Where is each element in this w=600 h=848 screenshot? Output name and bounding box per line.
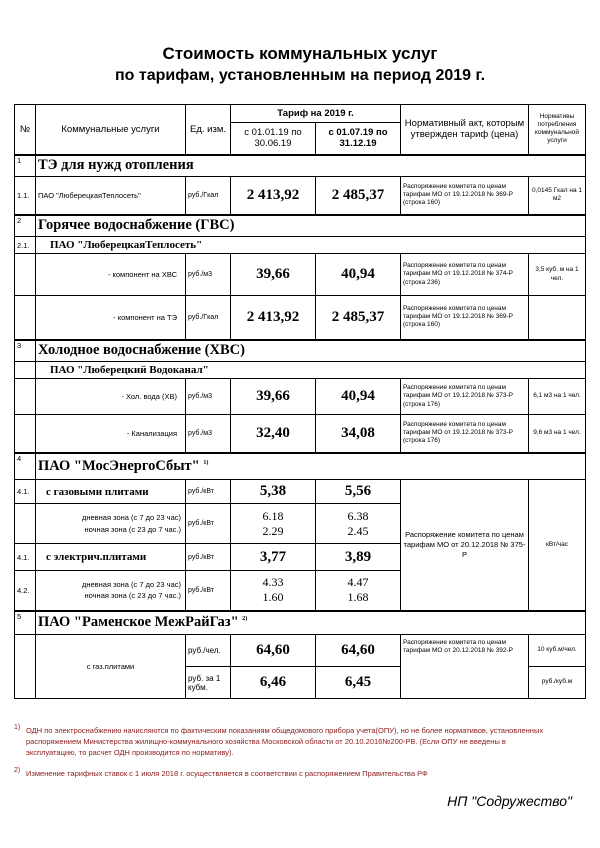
header-unit: Ед. изм. (186, 105, 231, 155)
day-value: 4.33 (262, 575, 284, 590)
service-name: с электрич.плитами (36, 544, 186, 571)
night-value: 2.45 (347, 523, 369, 538)
header-norm: Нормативы потребления коммунальной услуги (529, 105, 586, 155)
unit-cell: руб./кВт (186, 504, 231, 544)
service-name: - компонент на ТЭ (36, 296, 186, 340)
night-value: 1.68 (347, 590, 369, 605)
legal-act: Распоряжение комитета по ценам тарифам МО от 19.12.2018 № 369-Р (строка 160) (401, 177, 529, 215)
tariff-period2 (316, 504, 401, 544)
row-num: 2.1. (15, 237, 36, 254)
day-zone: дневная зона (с 7 до 23 час) (81, 512, 181, 522)
tariff-period2: 40,94 (316, 254, 401, 296)
section-num: 5 (15, 611, 36, 635)
table-row (15, 379, 586, 415)
norm-cell: 10 куб.м/чел. (529, 635, 586, 667)
section-row (15, 340, 586, 362)
footnote-ref: 2) (242, 616, 248, 623)
service-name: - Канализация (36, 415, 186, 453)
section-num: 4 (15, 453, 36, 480)
unit-cell: руб./кВт (186, 480, 231, 504)
tariff-table (14, 104, 586, 699)
night-value: 1.60 (262, 590, 284, 605)
tariff-period1: 2 413,92 (231, 177, 316, 215)
header-tariff: Тариф на 2019 г. (231, 105, 401, 123)
table-row (15, 635, 586, 667)
section-num: 2 (15, 215, 36, 237)
subsection-title: ПАО "Люберецкий Водоканал" (36, 362, 586, 379)
section-title: Горячее водоснабжение (ГВС) (36, 215, 586, 237)
norm-cell: 0,0145 Гкал на 1 м2 (529, 177, 586, 215)
footnote-mark: 1) (14, 724, 21, 731)
tariff-period1: 32,40 (231, 415, 316, 453)
tariff-period1: 39,66 (231, 379, 316, 415)
section-title-text: ПАО "МосЭнергоСбыт" (38, 457, 200, 474)
section-title (36, 611, 586, 635)
table-row (15, 254, 586, 296)
tariff-period2: 5,56 (316, 480, 401, 504)
footnote-text: Изменение тарифных ставок с 1 июля 2018 г. осуществляется в соответствии с распоряжением Правительства РФ (26, 769, 428, 778)
header-row (15, 105, 586, 123)
unit-cell: руб./Гкал (186, 296, 231, 340)
unit-cell: руб./м3 (186, 415, 231, 453)
footnote-2 (14, 767, 556, 780)
header-period1: с 01.01.19 по 30.06.19 (231, 123, 316, 155)
service-name: ПАО "ЛюберецкаяТеплосеть" (36, 177, 186, 215)
row-num: 1.1. (15, 177, 36, 215)
unit-cell: руб./кВт (186, 544, 231, 571)
table-row (15, 296, 586, 340)
tariff-period1: 6,46 (231, 667, 316, 699)
section-row (15, 215, 586, 237)
row-num: 4.1. (15, 544, 36, 571)
tariff-period1: 39,66 (231, 254, 316, 296)
tariff-period1 (231, 571, 316, 611)
section-num: 3 (15, 340, 36, 362)
subsection-row (15, 237, 586, 254)
legal-act: Распоряжение комитета по ценам тарифам МО от 19.12.2018 № 373-Р (строка 176) (401, 379, 529, 415)
tariff-period1: 5,38 (231, 480, 316, 504)
day-zone: дневная зона (с 7 до 23 час) (81, 579, 181, 589)
night-zone: ночная зона (с 23 до 7 час.) (84, 591, 181, 601)
header-act: Нормативный акт, которым утвержден тариф (цена) (401, 105, 529, 155)
norm-cell: 9,6 м3 на 1 чел. (529, 415, 586, 453)
unit-cell: руб./м3 (186, 254, 231, 296)
header-period2: с 01.07.19 по 31.12.19 (316, 123, 401, 155)
unit-cell: руб./Гкал (186, 177, 231, 215)
tariff-period1: 3,77 (231, 544, 316, 571)
legal-act: Распоряжение комитета по ценам тарифам МО от 20.12.2018 № 375-Р (401, 480, 529, 611)
section-num: 1 (15, 155, 36, 177)
service-name: с газ.плитами (36, 635, 186, 699)
table-row (15, 480, 586, 504)
subsection-title: ПАО "ЛюберецкаяТеплосеть" (36, 237, 586, 254)
tariff-period2: 64,60 (316, 635, 401, 667)
tariff-period2: 6,45 (316, 667, 401, 699)
section-row (15, 155, 586, 177)
unit-cell: руб./чел. (186, 635, 231, 667)
norm-cell: кВт/час (529, 480, 586, 611)
section-title: Холодное водоснабжение (ХВС) (36, 340, 586, 362)
section-row (15, 611, 586, 635)
tariff-period1 (231, 504, 316, 544)
page-title: Стоимость коммунальных услуг (162, 44, 438, 63)
night-value: 2.29 (262, 523, 284, 538)
zone-cell (36, 504, 186, 544)
subsection-row (15, 362, 586, 379)
footnote-1 (14, 724, 556, 759)
tariff-period2: 34,08 (316, 415, 401, 453)
table-row (15, 177, 586, 215)
tariff-period2: 3,89 (316, 544, 401, 571)
tariff-period2: 40,94 (316, 379, 401, 415)
section-row (15, 453, 586, 480)
service-name: - Хол. вода (ХВ) (36, 379, 186, 415)
legal-act: Распоряжение комитета по ценам тарифам МО от 19.12.2018 № 373-Р (строка 176) (401, 415, 529, 453)
norm-cell: руб./куб.м (529, 667, 586, 699)
page-subtitle: по тарифам, установленным на период 2019 г. (114, 67, 486, 84)
night-zone: ночная зона (с 23 до 7 час.) (84, 524, 181, 534)
unit-cell: руб./м3 (186, 379, 231, 415)
norm-cell (529, 296, 586, 340)
tariff-period2: 2 485,37 (316, 177, 401, 215)
section-title: ТЭ для нужд отопления (36, 155, 586, 177)
footnote-text: ОДН по электроснабжению начисляются по фактическим показаниям общедомового прибора учета(ОПУ), но не более нормативов, установленных распоряжением Министерства жилищно-коммунального хозяйства Московской области от 20.10.2016№200-РВ. (Если ОПУ не введены в эксплуатацию, то расчет ОДН производится по нормативу). (26, 726, 544, 757)
unit-cell: руб./кВт (186, 571, 231, 611)
day-value: 6.18 (262, 508, 284, 523)
section-title (36, 453, 586, 480)
row-num: 4.1. (15, 480, 36, 504)
footnote-ref: 1) (203, 459, 209, 466)
tariff-period1: 2 413,92 (231, 296, 316, 340)
legal-act: Распоряжение комитета по ценам тарифам МО от 20.12.2018 № 392-Р (401, 635, 529, 699)
signature: НП "Содружество" (447, 793, 572, 809)
unit-cell: руб. за 1 кубм. (186, 667, 231, 699)
day-value: 6.38 (347, 508, 369, 523)
section-title-text: ПАО "Раменское МежРайГаз" (38, 614, 239, 631)
norm-cell: 3,5 куб. м на 1 чел. (529, 254, 586, 296)
legal-act: Распоряжение комитета по ценам тарифам МО от 19.12.2018 № 374-Р (строка 236) (401, 254, 529, 296)
day-value: 4.47 (347, 575, 369, 590)
service-name: с газовыми плитами (36, 480, 186, 504)
header-num: № (15, 105, 36, 155)
norm-cell: 6,1 м3 на 1 чел. (529, 379, 586, 415)
legal-act: Распоряжение комитета по ценам тарифам МО от 19.12.2018 № 369-Р (строка 160) (401, 296, 529, 340)
service-name: - компонент на ХВС (36, 254, 186, 296)
tariff-period2 (316, 571, 401, 611)
tariff-period1: 64,60 (231, 635, 316, 667)
table-row (15, 415, 586, 453)
footnote-mark: 2) (14, 767, 21, 774)
header-service: Коммунальные услуги (36, 105, 186, 155)
row-num: 4.2. (15, 571, 36, 611)
tariff-period2: 2 485,37 (316, 296, 401, 340)
zone-cell (36, 571, 186, 611)
